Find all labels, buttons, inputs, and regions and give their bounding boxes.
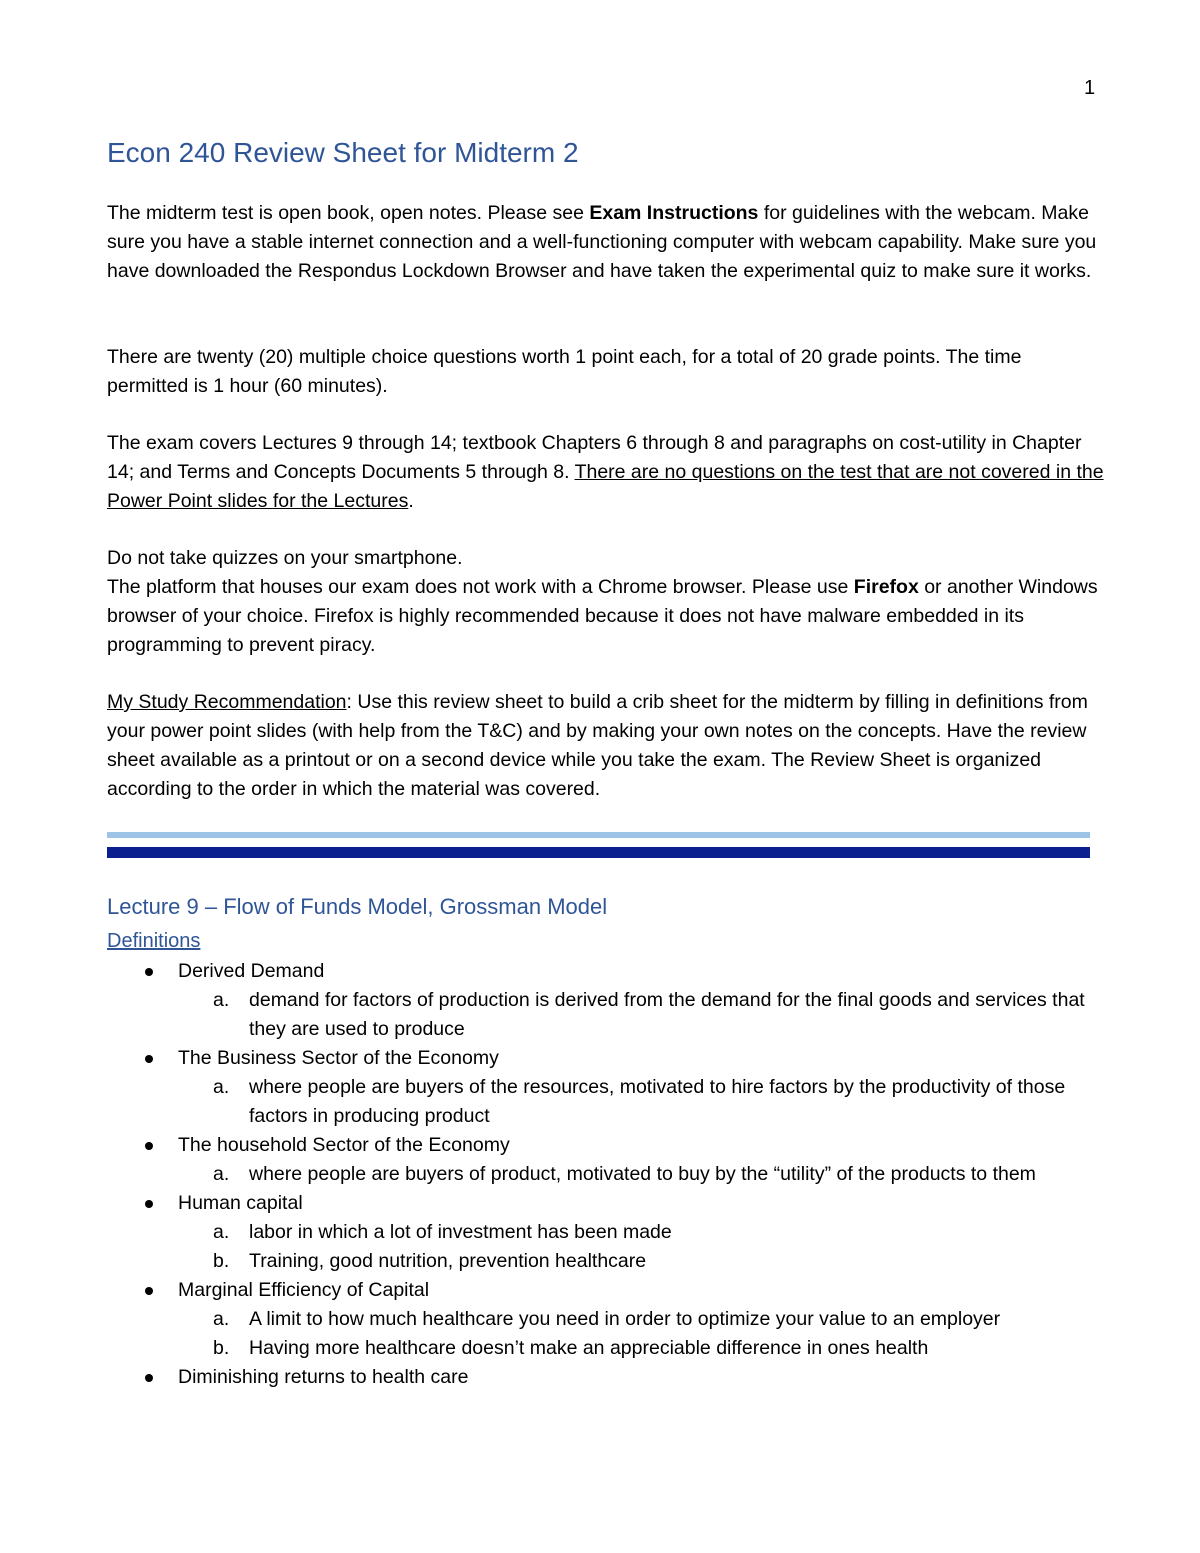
definition-term: The Business Sector of the Economy [178,1047,499,1069]
definition-item [107,1044,1107,1131]
definition-term: Marginal Efficiency of Capital [178,1279,430,1301]
sub-text: where people are buyers of product, motivated to buy by the “utility” of the products to them [249,1163,1036,1185]
bullet-icon [145,1200,153,1208]
browser-paragraph [107,544,1107,660]
bullet-icon [145,1374,153,1382]
sub-list [178,1160,1107,1189]
study-colon: : [346,691,352,713]
definition-term: Diminishing returns to health care [178,1366,469,1388]
study-recommendation-label: My Study Recommendation [107,691,347,713]
definition-item [107,1189,1107,1276]
smartphone-line: Do not take quizzes on your smartphone. [107,547,463,569]
sub-text: Training, good nutrition, prevention healthcare [249,1250,647,1272]
sub-marker: a. [213,989,230,1011]
divider-dark [107,847,1090,858]
sub-item [178,1305,1107,1334]
definition-term: Derived Demand [178,960,325,982]
sub-marker: b. [213,1337,230,1359]
page-number: 1 [1084,77,1096,99]
intro-text-2: for guidelines with the webcam. Make sure you have a stable internet connection and a well-functioning computer with webcam capability. Make sure you have downloaded the Respondus Lockdown Browser and have taken the experimental quiz to make sure it works. [107,202,1097,282]
bullet-icon [145,1142,153,1150]
sub-list [178,1073,1107,1131]
sub-item [178,1160,1107,1189]
sub-marker: a. [213,1308,230,1330]
lecture-heading: Lecture 9 – Flow of Funds Model, Grossman Model [107,894,608,919]
sub-text: Having more healthcare doesn’t make an appreciable difference in ones health [249,1337,929,1359]
bullet-icon [145,968,153,976]
document-title: Econ 240 Review Sheet for Midterm 2 [107,137,579,168]
sub-item [178,986,1107,1044]
sub-list [178,986,1107,1044]
sub-item [178,1334,1107,1363]
questions-paragraph: There are twenty (20) multiple choice questions worth 1 point each, for a total of 20 grade points. The time permitted is 1 hour (60 minutes). [107,346,1022,397]
browser-text-1: The platform that houses our exam does not work with a Chrome browser. Please use [107,576,854,598]
study-recommendation-paragraph [107,688,1107,804]
coverage-underlined-note: There are no questions on the test that are not covered in the Power Point slides for the Lectures [107,461,1104,512]
sub-text: demand for factors of production is derived from the demand for the final goods and services that they are used to produce [249,989,1085,1040]
definition-item [107,1131,1107,1189]
definition-item [107,957,1107,1044]
definitions-list [107,957,1107,1392]
bullet-icon [145,1287,153,1295]
exam-instructions-label: Exam Instructions [589,202,759,224]
study-recommendation-text: Use this review sheet to build a crib sheet for the midterm by filling in definitions from your power point slides (with help from the T&C) and by making your own notes on the concepts. Have the review sheet available as a printout or on a second device while you take the exam. The Review Sheet is organized according to the order in which the material was covered. [107,691,1088,800]
sub-item [178,1073,1107,1131]
firefox-label: Firefox [853,576,919,598]
sub-text: labor in which a lot of investment has been made [249,1221,672,1243]
definition-item [107,1276,1107,1363]
sub-list [178,1305,1107,1363]
sub-text: where people are buyers of the resources, motivated to hire factors by the productivity of those factors in producing product [249,1076,1066,1127]
browser-text-2: or another Windows browser of your choice. Firefox is highly recommended because it does not have malware embedded in its programming to prevent piracy. [107,576,1098,656]
bullet-icon [145,1055,153,1063]
coverage-text-2: . [408,490,414,512]
sub-list [178,1218,1107,1276]
divider-light [107,832,1090,838]
definition-item [107,1363,1107,1392]
intro-paragraph [107,199,1107,286]
sub-marker: a. [213,1076,230,1098]
sub-marker: b. [213,1250,230,1272]
coverage-text-1: The exam covers Lectures 9 through 14; textbook Chapters 6 through 8 and paragraphs on cost-utility in Chapter 14; and Terms and Concepts Documents 5 through 8. [107,432,1082,483]
definitions-subheading: Definitions [107,930,201,952]
sub-item [178,1218,1107,1247]
coverage-paragraph [107,429,1107,516]
intro-text-1: The midterm test is open book, open notes. Please see [107,202,590,224]
sub-marker: a. [213,1221,230,1243]
sub-marker: a. [213,1163,230,1185]
definition-term: Human capital [178,1192,303,1214]
sub-text: A limit to how much healthcare you need in order to optimize your value to an employer [249,1308,1001,1330]
sub-item [178,1247,1107,1276]
definition-term: The household Sector of the Economy [178,1134,510,1156]
